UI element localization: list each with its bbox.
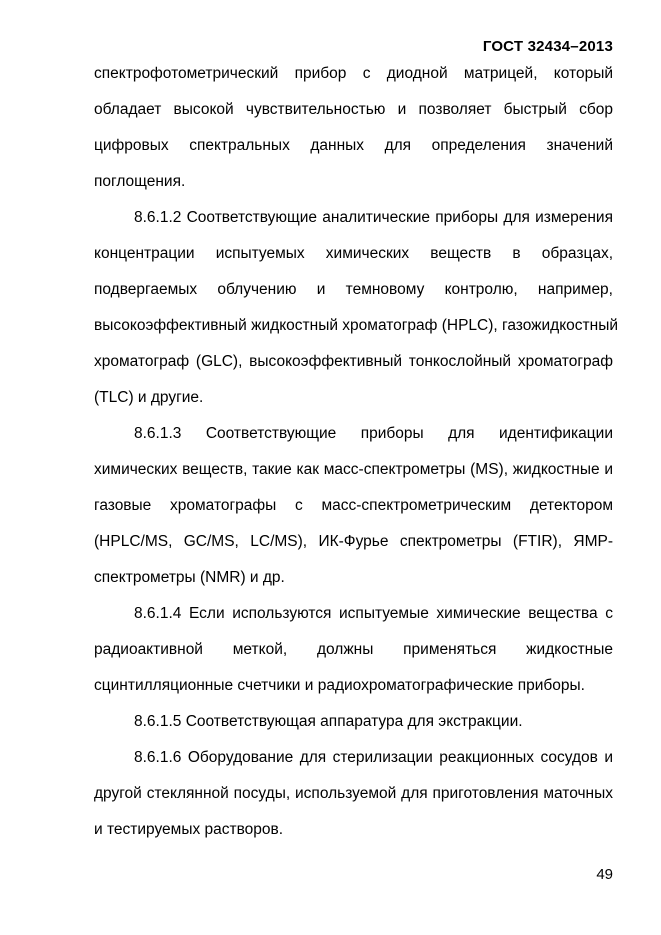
text-line: спектрофотометрический прибор с диодной матрицей, который xyxy=(94,65,613,82)
page-number: 49 xyxy=(596,866,613,883)
text-line: хроматограф (GLC), высокоэффективный тонкослойный хроматограф xyxy=(94,353,613,370)
text-line: поглощения. xyxy=(94,173,186,190)
text-line: спектрометры (NMR) и др. xyxy=(94,569,285,586)
text-line: концентрации испытуемых химических веществ в образцах, xyxy=(94,245,613,262)
text-line: сцинтилляционные счетчики и радиохроматографические приборы. xyxy=(94,677,585,694)
text-line: химических веществ, такие как масс-спектрометры (MS), жидкостные и xyxy=(94,461,613,478)
document-body xyxy=(94,56,619,848)
text-line: (TLC) и другие. xyxy=(94,389,204,406)
text-line: 8.6.1.3 Соответствующие приборы для идентификации xyxy=(134,425,613,442)
text-line: другой стеклянной посуды, используемой для приготовления маточных xyxy=(94,785,613,802)
text-line: 8.6.1.4 Если используются испытуемые химические вещества с xyxy=(134,605,613,622)
text-line: 8.6.1.5 Соответствующая аппаратура для экстракции. xyxy=(134,713,523,730)
text-line: радиоактивной меткой, должны применяться жидкостные xyxy=(94,641,613,658)
text-line: подвергаемых облучению и темновому контролю, например, xyxy=(94,281,613,298)
text-line: (HPLC/MS, GC/MS, LC/MS), ИК-Фурье спектрометры (FTIR), ЯМР- xyxy=(94,533,613,550)
text-line: обладает высокой чувствительностью и позволяет быстрый сбор xyxy=(94,101,613,118)
text-line: газовые хроматографы с масс-спектрометрическим детектором xyxy=(94,497,613,514)
text-line: 8.6.1.6 Оборудование для стерилизации реакционных сосудов и xyxy=(134,749,613,766)
text-line: 8.6.1.2 Соответствующие аналитические приборы для измерения xyxy=(134,209,613,226)
text-line: цифровых спектральных данных для определения значений xyxy=(94,137,613,154)
text-line: высокоэффективный жидкостный хроматограф (HPLC), газожидкостный xyxy=(94,317,619,334)
document-header: ГОСТ 32434–2013 xyxy=(482,38,613,55)
text-line: и тестируемых растворов. xyxy=(94,821,284,838)
